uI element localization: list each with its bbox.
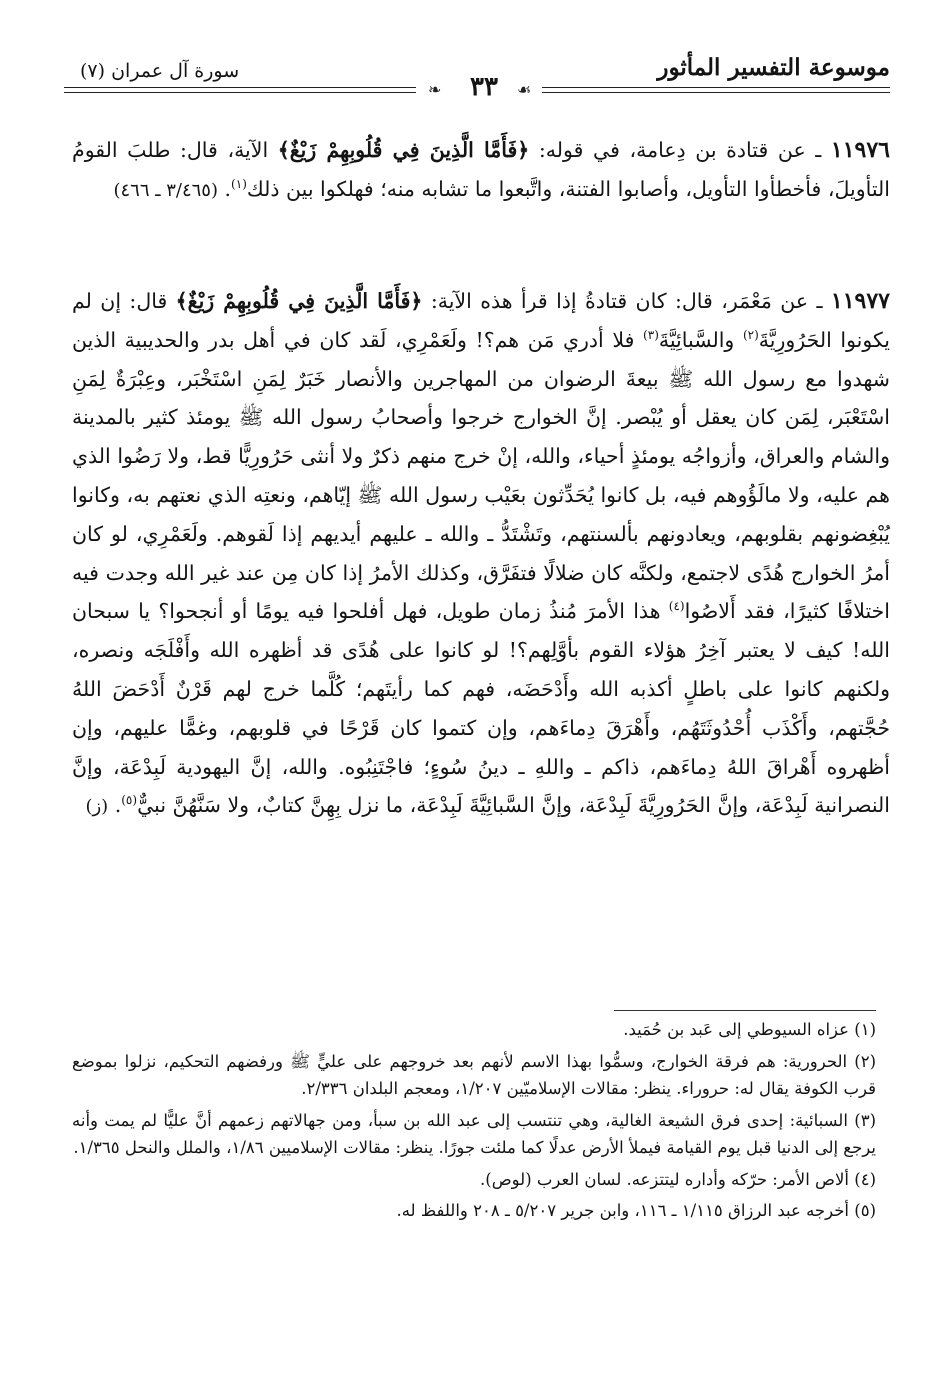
header-rule-right-bottom [542,92,890,93]
footnotes [72,1016,876,1229]
page-number: ٣٣ [470,72,498,102]
footnote-5: (٥) أخرجه عبد الرزاق ١/١١٥ ـ ١١٦، وابن جرير ٥/٢٠٧ ـ ٢٠٨ واللفظ له. [396,1201,876,1220]
source-reference: (٣/٤٦٥ ـ ٤٦٦) [113,179,218,201]
entry-text: ـ عن قتادة بن دِعامة، في قوله: [529,138,831,162]
ornament-icon: ☙ [517,80,532,99]
quran-verse: ﴿فَأَمَّا الَّذِينَ فِي قُلُوبِهِمْ زَيْغٌ﴾ [175,289,423,313]
footnote-marker: (١) [231,176,247,191]
header-rule-right-top [542,87,890,88]
footnote-marker: (٣) [643,327,659,342]
footnote-1: (١) عزاه السيوطي إلى عَبد بن حُمَيد. [623,1020,876,1039]
footnote-2: (٢) الحرورية: هم فرقة الخوارج، وسمُّوا بهذا الاسم لأنهم بعد خروجهم على عليٍّ ﷺ ورفضهم التحكيم، نزلوا بموضع قرب الكوفة يقال له: حروراء. ينظر: مقالات الإسلاميّين ١/٢٠٧، ومعجم البلدان ٢/٣٣٦. [72,1051,876,1098]
entry-11977 [72,282,890,827]
ornament-icon: ❧ [428,80,442,99]
surah-label: سورة آل عمران (٧) [80,60,240,82]
entry-text: هذا الأمرَ مُنذُ زمان طويل، فهل أفلحوا فيه يومًا أو أنجحوا؟ يا سبحان الله! كيف لا يعتبر آخِرُ هؤلاء القوم بأوَّلِهم؟! لو كانوا على هُدًى قد أظهره الله وأَفْلَجَه ونصره، ولكنهم كانوا على باطلٍ أكذبه الله وأَدْحَضَه، فهم كما رأيتَهم؛ كُلَّما خرج لهم قَرْنٌ أَدْحَضَ اللهُ حُجَّتهم، وأَكْذَب أُحْدُوثَتَهُم، وأَهْرَقَ دِماءَهم، وإن كتموا كان قَرْحًا في قلوبهم، وغمًّا عليهم، وإن أظهروه أَهْراقَ اللهُ دِماءَهم، ذاكم ـ واللهِ ـ دينُ سُوءٍ؛ فاجْتَنِبُوه. والله، إنَّ اليهودية لَبِدْعَة، وإنَّ النصرانية لَبِدْعَة، وإنَّ الحَرُورِيَّةَ لَبِدْعَة، وإنَّ السَّبائِيَّةَ لَبِدْعَة، ما نزل بِهِنَّ كتابٌ، ولا سَنَّهُنَّ نبيٌّ [72,599,890,818]
entry-number: ١١٩٧٦ [830,137,890,163]
entry-text: ـ عن مَعْمَر، قال: كان قتادةُ إذا قرأ هذه الآية: [422,289,831,313]
entry-number: ١١٩٧٧ [830,288,890,314]
source-reference: (ز) [85,796,109,818]
footnote-3: (٣) السبائية: إحدى فرق الشيعة الغالية، وهي تنتسب إلى عبد الله بن سبأ، ومن جهالاتهم زعمهم أنَّ عليًّا لم يمت وأنه يرجع إلى الدنيا قبل يوم القيامة فيملأ الأرض عدلًا كما ملئت جورًا. ينظر: مقالات الإسلاميين ١/٨٦، والملل والنحل ١/٣٦٥. [72,1110,876,1157]
entry-text: قال: إن لم يكونوا الحَرُورِيَّةَ [72,289,891,352]
entry-11976 [72,131,890,211]
header-rule-left-bottom [64,92,416,93]
footnote-marker: (٥) [121,793,138,808]
entry-text: . [218,176,232,201]
entry-text: الآية، قال: طلبَ القومُ التأويلَ، فأخطأوا التأويل، وأصابوا الفتنة، واتَّبعوا ما تشابه منه؛ فهلكوا بين ذلك [72,138,890,201]
entry-text: والسَّبائِيَّةَ [658,327,743,352]
footnote-marker: (٢) [742,327,759,342]
footnote-marker: (٤) [668,599,685,614]
entry-text: فلا أدري مَن هم؟! ولَعَمْرِي، لَقد كان في أهل بدر والحديبية الذين شهدوا مع رسول الله ﷺ بيعةَ الرضوان من المهاجرين والأنصار خَبَرٌ لِمَنِ اسْتَخْبَر، وعِبْرَةٌ لِمَنِ اسْتَعْبَر، لِمَن كان يعقل أو يُبْصر. إنَّ الخوارج خرجوا وأصحابُ رسول الله ﷺ يومئذ كثير بالمدينة والشام والعراق، وأزواجُه يومئذٍ أحياء، والله، إنْ خرج منهم ذكرٌ ولا أنثى حَرُورِيًّا قط، ولا رَضُوا الذي هم عليه، ولا مالَؤُوهم فيه، بل كانوا يُحَدِّثون بعَيْب رسول الله ﷺ إيّاهم، ونعتِه الذي نعتهم به، وكانوا يُبْغِضونهم بقلوبهم، ويعادونهم بألسنتهم، وتَشْتَدُّ ـ والله ـ عليهم أيديهم إذا لَقوهم. ولَعَمْرِي، لو كان أمرُ الخوارج هُدًى لاجتمع، ولكنَّه كان ضلالًا فتفَرَّق، وكذلك الأمرُ إذا كان مِن عند غير الله وجدت فيه اختلافًا كثيرًا، فقد أَلاصُوا [72,327,890,624]
book-title: موسوعة التفسير المأثور [657,54,890,81]
entry-text: . [108,793,122,818]
footnote-4: (٤) ألاص الأمر: حرّكه وأداره ليتتزعه. لسان العرب (لوص). [480,1169,876,1189]
quran-verse: ﴿فَأَمَّا الَّذِينَ فِي قُلُوبِهِمْ زَيْغٌ﴾ [277,138,530,162]
header-rule-left-top [64,87,416,88]
footnote-separator [614,1010,876,1011]
